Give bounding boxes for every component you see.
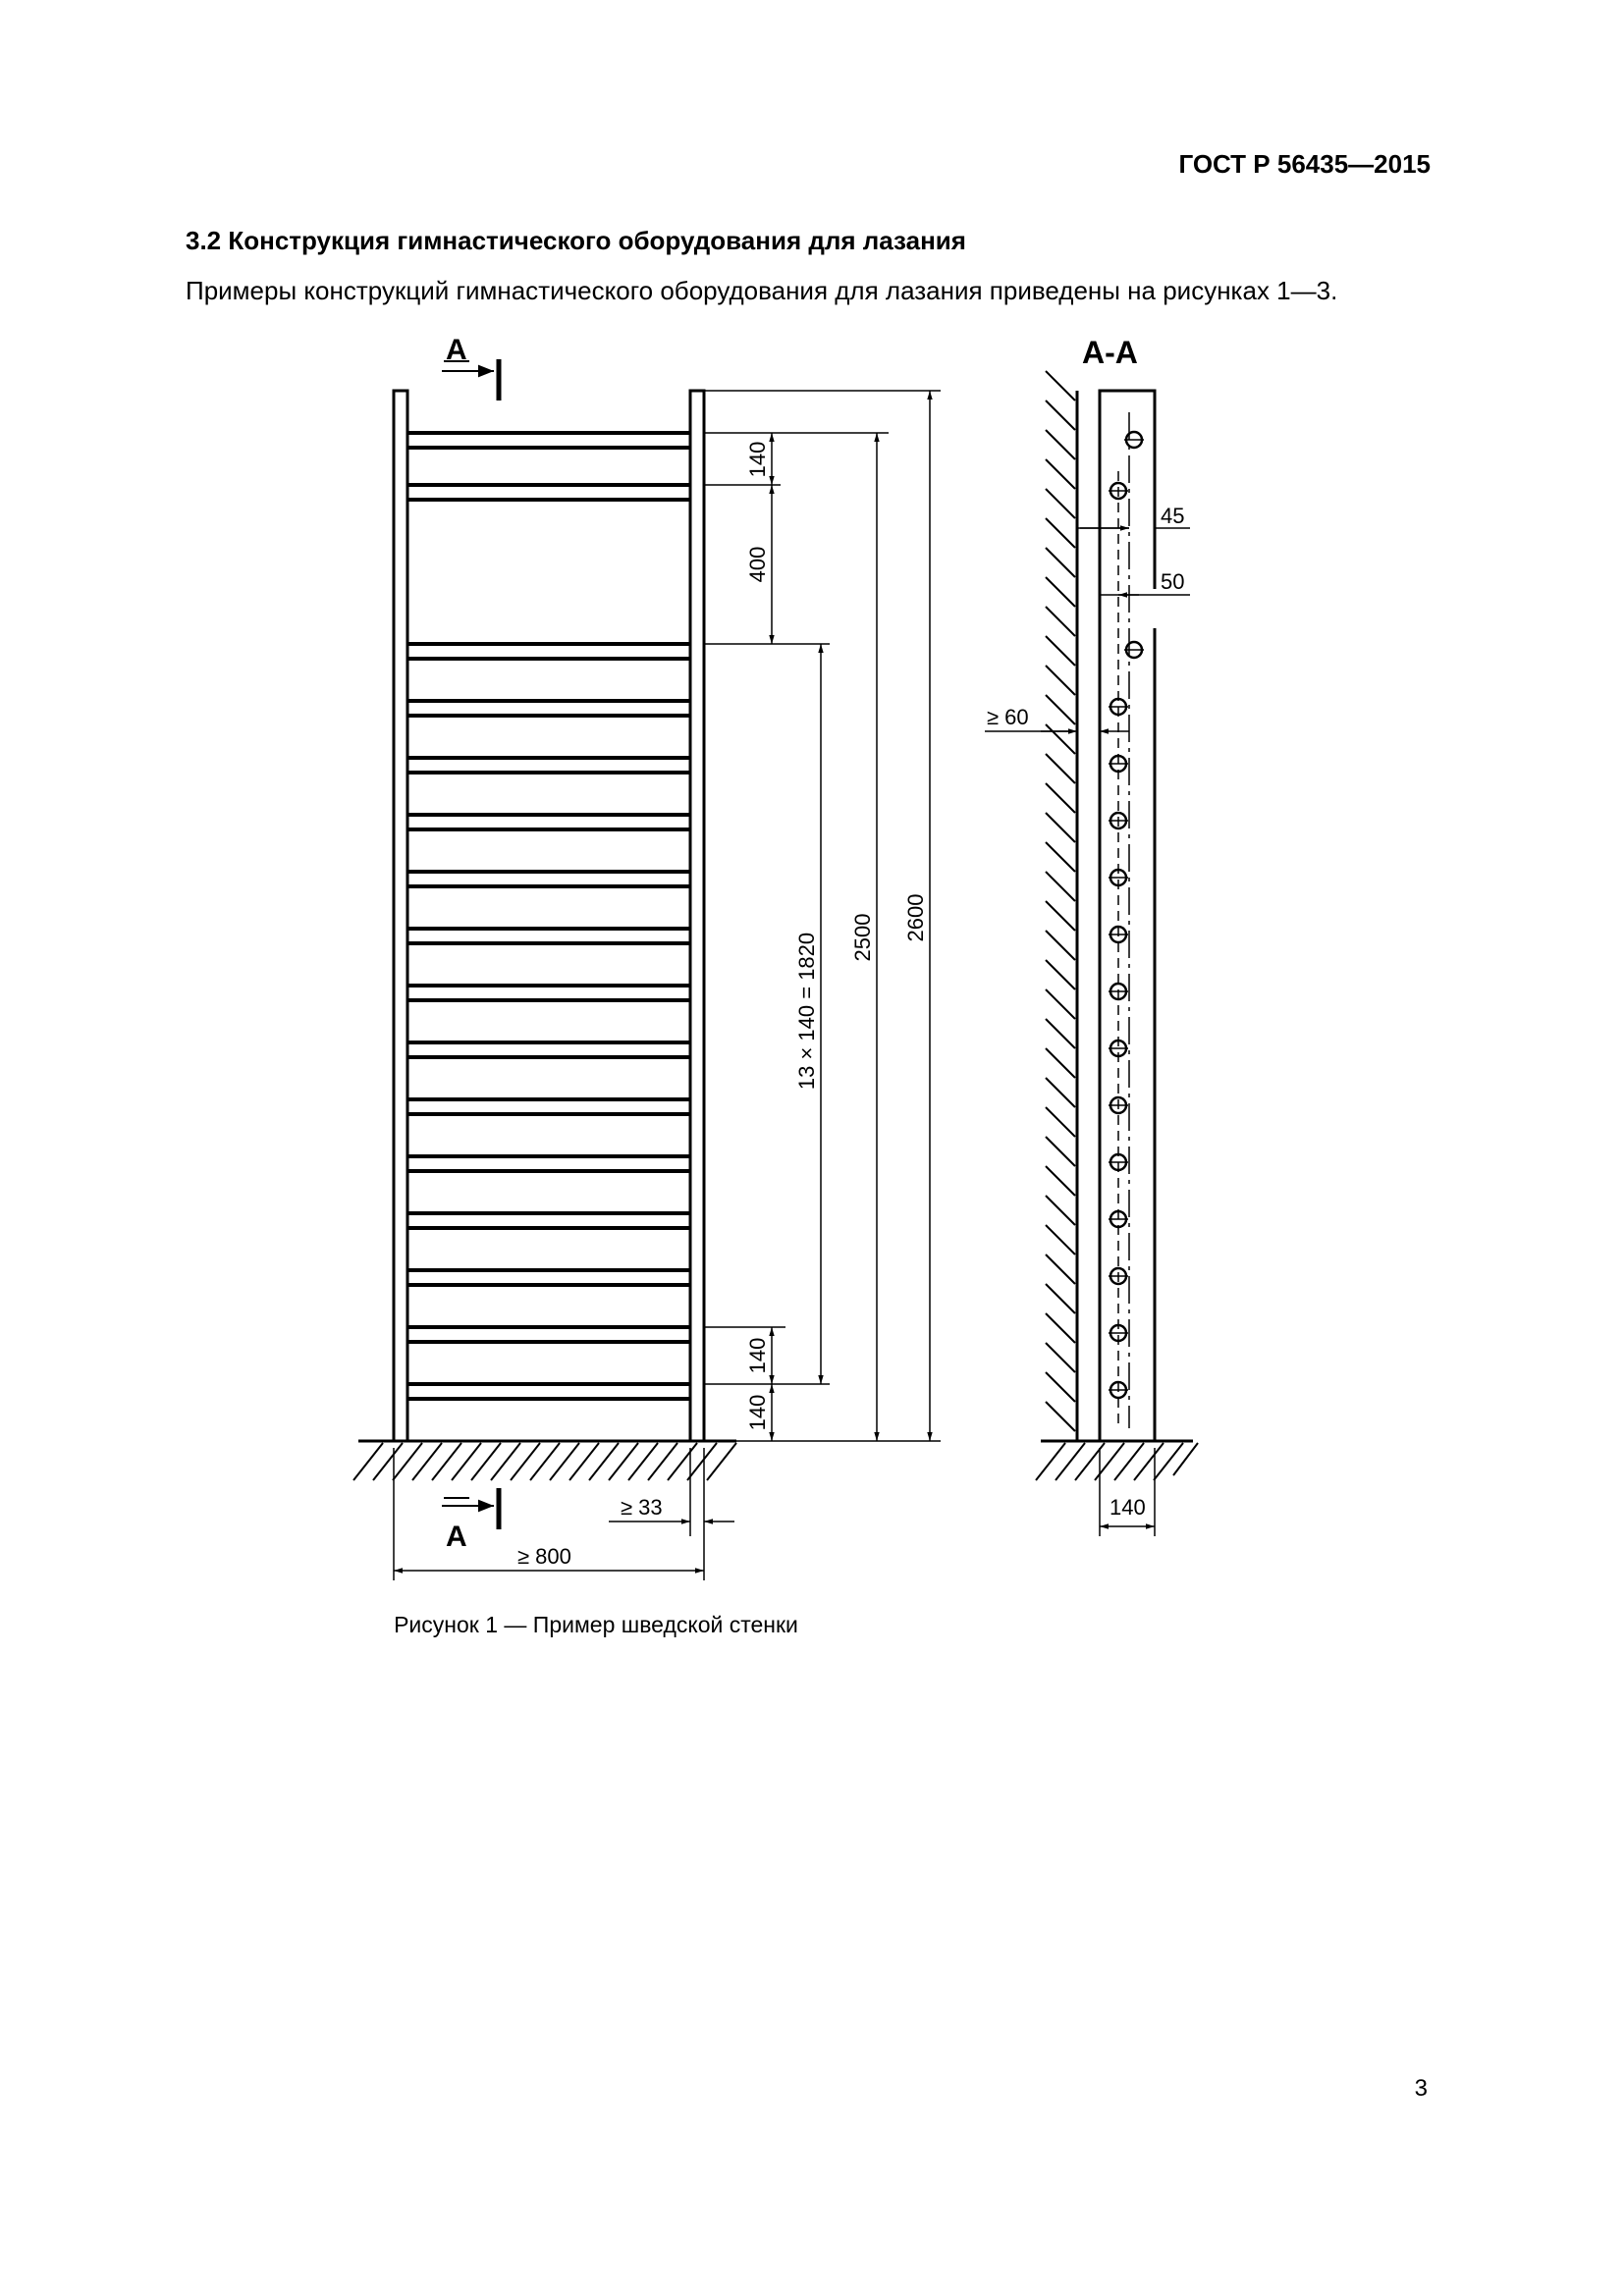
section-mark-top: А [446,334,467,366]
section-title: 3.2 Конструкция гимнастического оборудования для лазания [186,226,966,255]
intro-paragraph: Примеры конструкций гимнастического оборудования для лазания приведены на рисунках 1—3. [186,276,1338,305]
dim-side-gap: ≥ 33 [621,1495,663,1520]
dim-bottom-step: 140 [745,1337,770,1374]
ground-hatch-section [1036,1443,1198,1480]
dim-second-gap: 400 [745,546,770,583]
rungs [407,433,690,1399]
dim-width: ≥ 800 [517,1544,571,1569]
page-number: 3 [1414,2075,1428,2102]
right-upright [690,391,704,1441]
ground-hatch-front [353,1443,736,1480]
dim-series: 13 × 140 = 1820 [794,932,819,1091]
section-mark-bottom: А [446,1521,467,1553]
dim-wall-gap: ≥ 60 [987,705,1029,729]
upright-section [1100,391,1155,1441]
document-code: ГОСТ Р 56435—2015 [1178,149,1431,179]
dim-offset-45: 45 [1161,504,1185,528]
dim-bottom-gap: 140 [745,1394,770,1431]
wall-hatch [1046,371,1075,1431]
dim-depth: 140 [1110,1495,1146,1520]
section-view-title: А-А [1082,335,1138,370]
dim-height-total: 2600 [903,893,928,942]
dim-top-step: 140 [745,441,770,478]
figure-caption: Рисунок 1 — Пример шведской стенки [394,1612,798,1637]
rung-holes [1110,432,1142,1398]
left-upright [394,391,407,1441]
dim-offset-50: 50 [1161,569,1185,594]
dim-height-bars: 2500 [850,913,875,962]
